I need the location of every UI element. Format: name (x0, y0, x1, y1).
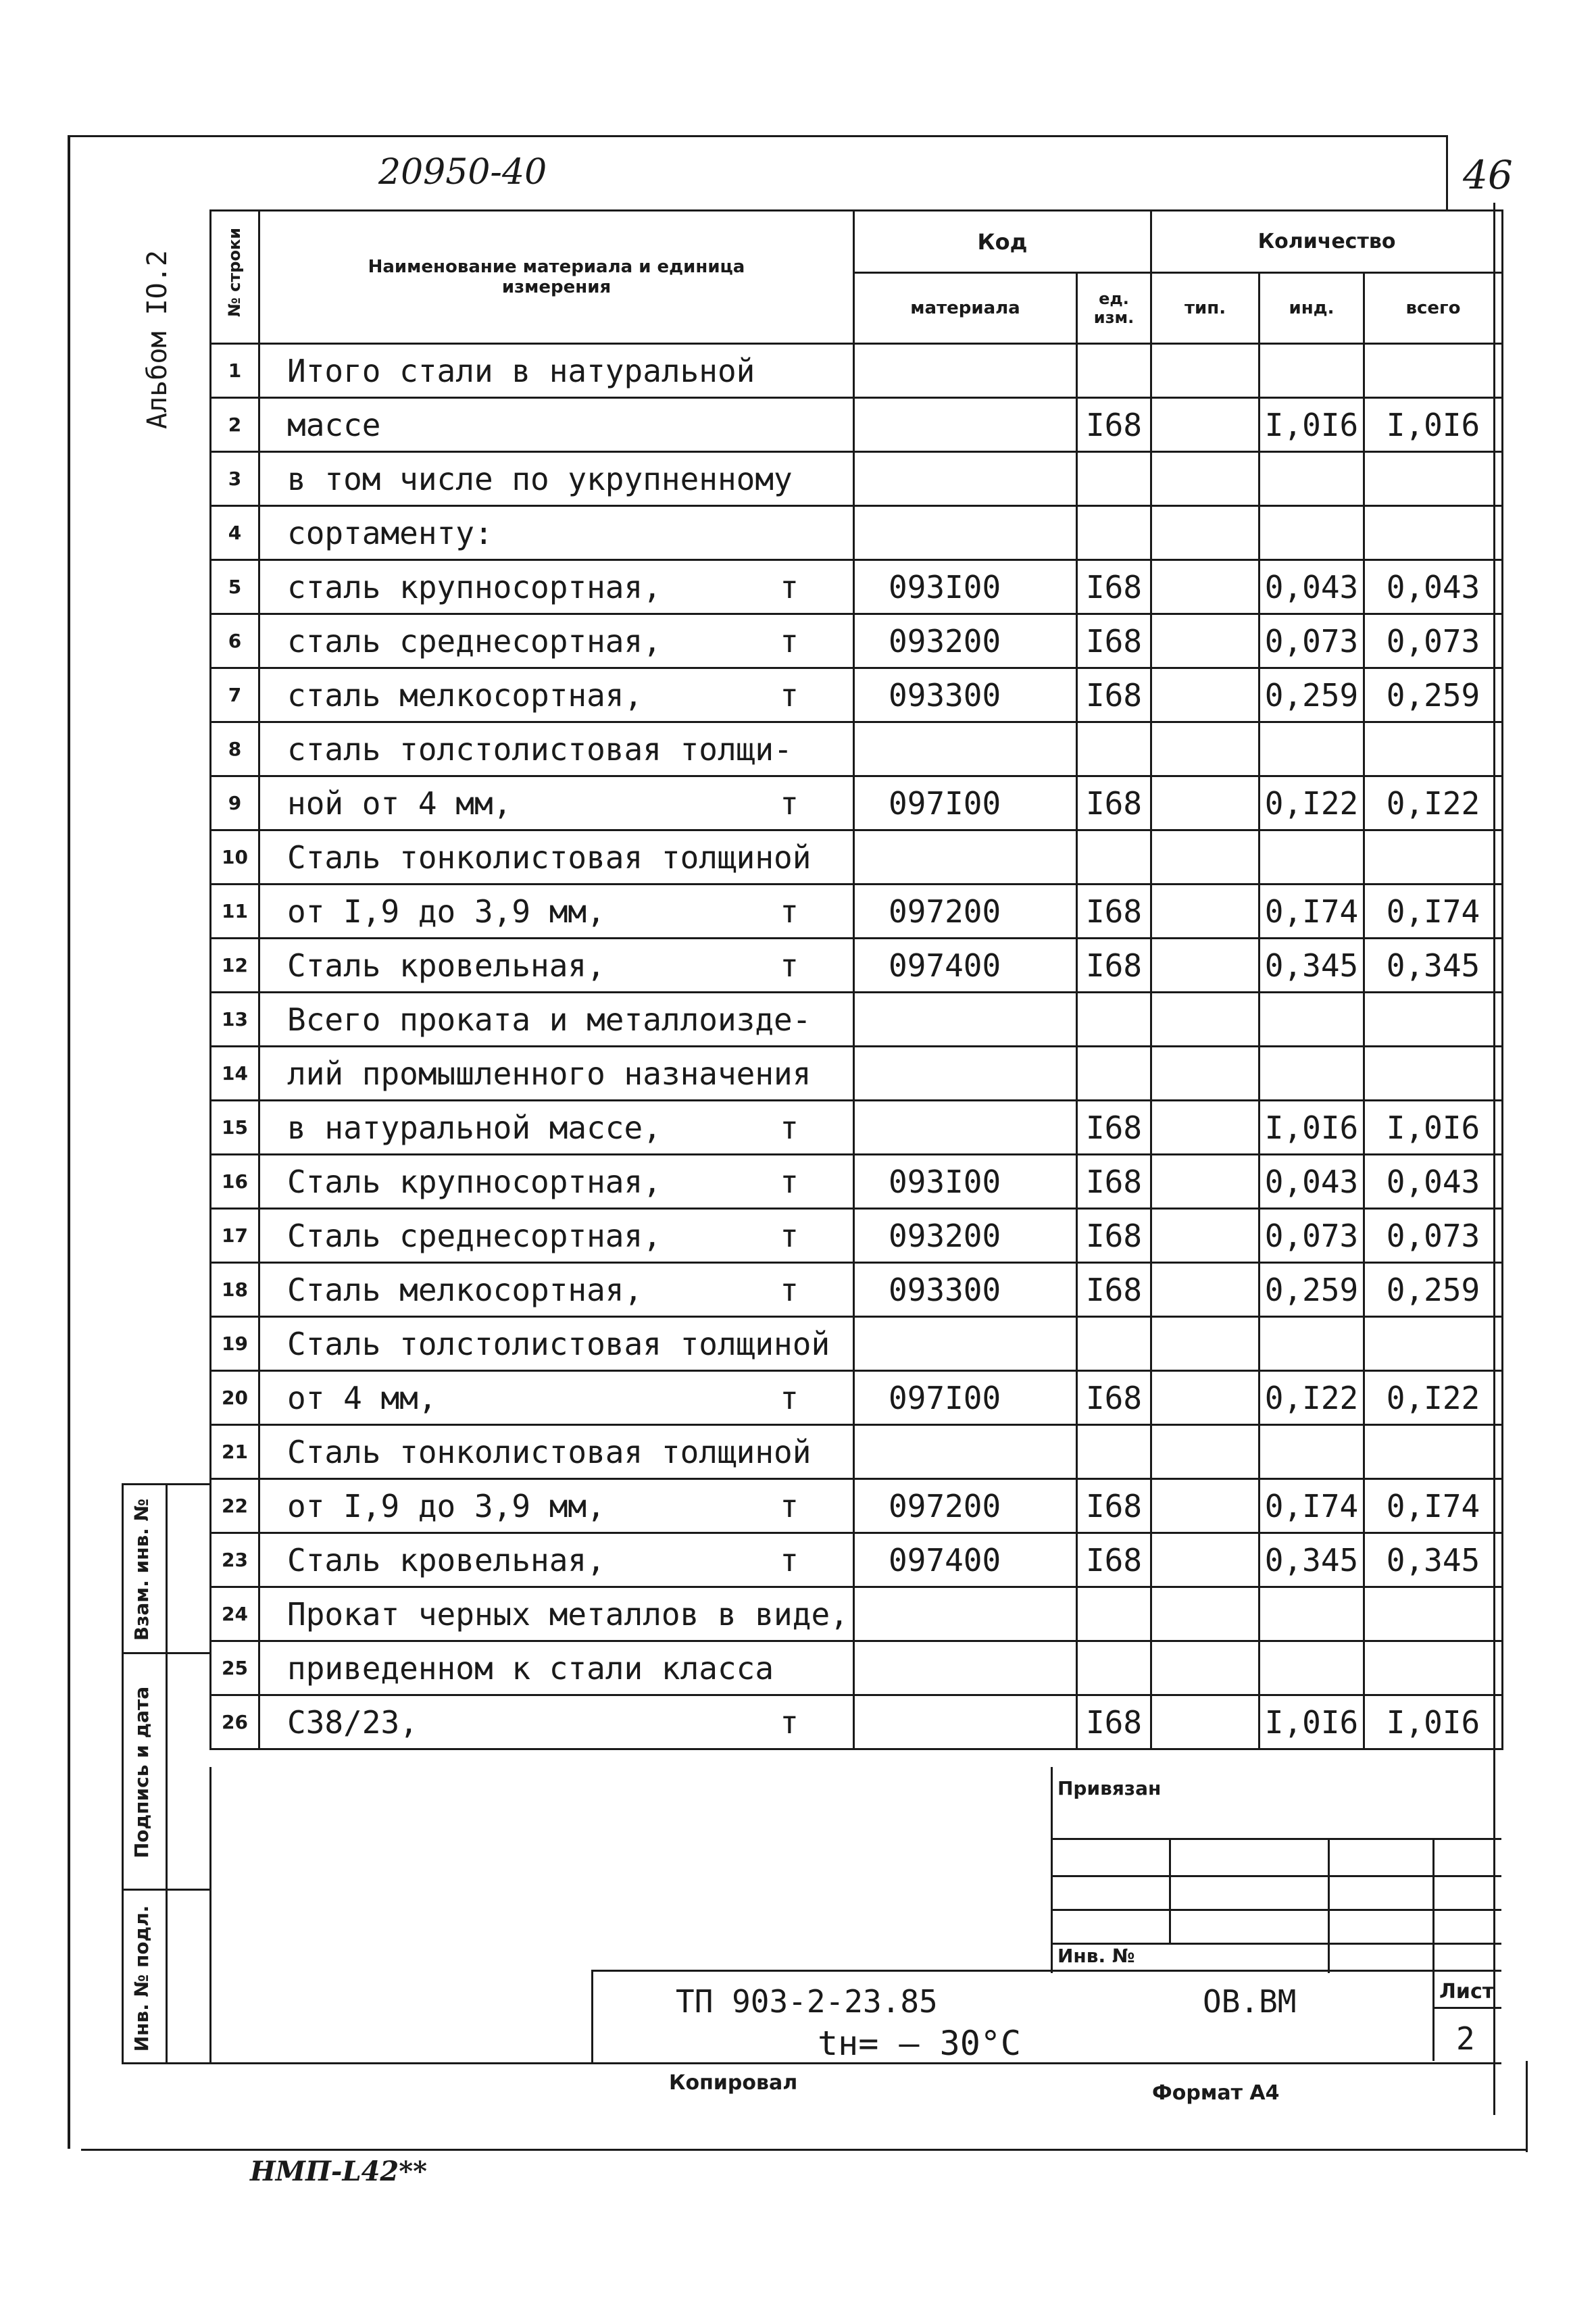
row-number: 17 (211, 1209, 259, 1263)
unit-text: т (780, 1487, 799, 1524)
qty-total (1364, 506, 1503, 560)
material-name-text: Сталь тонколистовая толщиной (287, 839, 812, 876)
stamp-bottom (122, 2062, 209, 2064)
material-code (854, 1425, 1077, 1479)
unit-text: т (780, 622, 799, 659)
qty-total (1364, 830, 1503, 885)
table-row (211, 1479, 1503, 1533)
table-row (211, 722, 1503, 776)
qty-total: 0,I22 (1364, 1371, 1503, 1425)
unit-code: I68 (1077, 614, 1151, 668)
material-name-text: Сталь толстолистовая толщиной (287, 1325, 830, 1362)
table-row (211, 1155, 1503, 1209)
material-name (259, 776, 854, 830)
privyazan-label: Привязан (1057, 1777, 1162, 1799)
frame-bottom-right-line (1526, 2061, 1528, 2152)
qty-ind (1260, 1587, 1364, 1641)
header-qty-type: тип. (1151, 273, 1260, 344)
unit-code: I68 (1077, 939, 1151, 993)
material-name (259, 1155, 854, 1209)
material-name-text: Сталь тонколистовая толщиной (287, 1433, 812, 1470)
material-code (854, 993, 1077, 1047)
material-code: 093300 (854, 668, 1077, 722)
table-row (211, 1695, 1503, 1749)
qty-ind: 0,043 (1260, 560, 1364, 614)
temperature: tн= – 30°С (818, 2024, 1022, 2063)
title-top (591, 1970, 1501, 1972)
doc-code: ТП 903-2-23.85 (676, 1983, 938, 2020)
material-name-text: сортаменту: (287, 514, 493, 551)
material-code: 093I00 (854, 1155, 1077, 1209)
qty-ind (1260, 993, 1364, 1047)
material-code: 093200 (854, 1209, 1077, 1263)
row-number: 7 (211, 668, 259, 722)
unit-text: т (780, 1703, 799, 1741)
material-name-text: Сталь кровельная, (287, 1541, 605, 1578)
frame-left-line (68, 135, 70, 2149)
table-row (211, 1263, 1503, 1317)
material-code (854, 1641, 1077, 1695)
row-number: 1 (211, 344, 259, 398)
qty-total (1364, 722, 1503, 776)
material-name-text: сталь среднесортная, (287, 622, 662, 659)
stamp-left-inner (166, 1483, 168, 2064)
unit-code: I68 (1077, 1101, 1151, 1155)
material-name (259, 560, 854, 614)
material-code: 093200 (854, 614, 1077, 668)
qty-ind: 0,I74 (1260, 885, 1364, 939)
unit-code (1077, 1425, 1151, 1479)
qty-ind: I,0I6 (1260, 398, 1364, 452)
table-row (211, 1317, 1503, 1371)
qty-total: 0,I74 (1364, 885, 1503, 939)
qty-ind: 0,I22 (1260, 776, 1364, 830)
row-number: 6 (211, 614, 259, 668)
qty-total: 0,I22 (1364, 776, 1503, 830)
unit-code (1077, 1047, 1151, 1101)
table-row (211, 993, 1503, 1047)
header-qty-total: всего (1364, 273, 1503, 344)
header-code: Код (854, 211, 1151, 273)
unit-code (1077, 722, 1151, 776)
stamp-inv-no-podl: Инв. № подл. (130, 1905, 153, 2052)
qty-type (1151, 452, 1260, 506)
frame-top-line (68, 135, 1446, 137)
sheet-label: Лист (1439, 1980, 1495, 2003)
qty-type (1151, 1371, 1260, 1425)
unit-text: т (780, 893, 799, 930)
row-number: 18 (211, 1263, 259, 1317)
unit-code: I68 (1077, 668, 1151, 722)
row-number: 24 (211, 1587, 259, 1641)
header-quantity: Количество (1151, 211, 1503, 273)
unit-text: т (780, 568, 799, 605)
header-code-material: материала (854, 273, 1077, 344)
material-code: 097400 (854, 939, 1077, 993)
material-name-text: сталь толстолистовая толщи- (287, 730, 793, 768)
material-code: 093300 (854, 1263, 1077, 1317)
row-number: 22 (211, 1479, 259, 1533)
material-name-text: лий промышленного назначения (287, 1055, 812, 1092)
qty-ind: 0,345 (1260, 939, 1364, 993)
qty-ind: I,0I6 (1260, 1695, 1364, 1749)
qty-type (1151, 939, 1260, 993)
unit-text: т (780, 785, 799, 822)
material-code (854, 1695, 1077, 1749)
material-name-text: Сталь кровельная, (287, 947, 605, 984)
stamp-signature-date: Подпись и дата (130, 1686, 153, 1859)
unit-code (1077, 1317, 1151, 1371)
header-qty-ind: инд. (1260, 273, 1364, 344)
unit-code: I68 (1077, 776, 1151, 830)
material-name-text: приведенном к стали класса (287, 1649, 774, 1687)
qty-type (1151, 993, 1260, 1047)
unit-code (1077, 993, 1151, 1047)
row-number: 9 (211, 776, 259, 830)
row-number: 21 (211, 1425, 259, 1479)
unit-code: I68 (1077, 398, 1151, 452)
material-code: 097400 (854, 1533, 1077, 1587)
qty-ind: 0,073 (1260, 614, 1364, 668)
sheet-value: 2 (1456, 2020, 1475, 2057)
row-number: 25 (211, 1641, 259, 1695)
unit-code: I68 (1077, 1479, 1151, 1533)
qty-ind (1260, 506, 1364, 560)
qty-total: I,0I6 (1364, 398, 1503, 452)
qty-total: I,0I6 (1364, 1695, 1503, 1749)
qty-total: 0,073 (1364, 614, 1503, 668)
qty-total: 0,259 (1364, 668, 1503, 722)
qty-type (1151, 1587, 1260, 1641)
qty-total: 0,345 (1364, 939, 1503, 993)
unit-code: I68 (1077, 560, 1151, 614)
qty-type (1151, 668, 1260, 722)
row-number: 15 (211, 1101, 259, 1155)
row-number: 13 (211, 993, 259, 1047)
priv-c2 (1328, 1838, 1330, 1973)
material-code: 097I00 (854, 1371, 1077, 1425)
qty-ind (1260, 1317, 1364, 1371)
material-code: 093I00 (854, 560, 1077, 614)
unit-code (1077, 452, 1151, 506)
unit-code: I68 (1077, 1263, 1151, 1317)
qty-total: 0,259 (1364, 1263, 1503, 1317)
qty-total (1364, 1641, 1503, 1695)
unit-text: т (780, 1379, 799, 1416)
material-name (259, 668, 854, 722)
qty-ind (1260, 1425, 1364, 1479)
qty-ind (1260, 452, 1364, 506)
unit-text: т (780, 947, 799, 984)
material-name (259, 993, 854, 1047)
material-name-text: Прокат черных металлов в виде, (287, 1595, 849, 1633)
header-row-no: № строки (211, 211, 259, 344)
material-code (854, 1317, 1077, 1371)
table-row (211, 614, 1503, 668)
qty-total (1364, 1425, 1503, 1479)
qty-type (1151, 1533, 1260, 1587)
qty-type (1151, 1641, 1260, 1695)
material-name (259, 344, 854, 398)
material-name-text: сталь крупносортная, (287, 568, 662, 605)
qty-ind (1260, 830, 1364, 885)
material-code (854, 344, 1077, 398)
table-row (211, 776, 1503, 830)
row-number: 16 (211, 1155, 259, 1209)
table-row (211, 1371, 1503, 1425)
qty-total (1364, 993, 1503, 1047)
qty-total (1364, 1047, 1503, 1101)
material-name (259, 1263, 854, 1317)
material-name (259, 1101, 854, 1155)
table-row (211, 830, 1503, 885)
header-name: Наименование материала и единица измерения (259, 211, 854, 344)
material-name (259, 1695, 854, 1749)
qty-ind (1260, 344, 1364, 398)
qty-type (1151, 506, 1260, 560)
priv-c1 (1169, 1838, 1171, 1943)
row-number: 23 (211, 1533, 259, 1587)
material-name (259, 1047, 854, 1101)
qty-type (1151, 1425, 1260, 1479)
qty-type (1151, 1317, 1260, 1371)
sheet-number-handwritten: 46 (1463, 152, 1513, 198)
material-name-text: Сталь крупносортная, (287, 1163, 662, 1200)
table-row (211, 560, 1503, 614)
copied-label: Копировал (669, 2071, 798, 2095)
qty-type (1151, 1479, 1260, 1533)
qty-type (1151, 398, 1260, 452)
material-name (259, 1641, 854, 1695)
qty-type (1151, 1695, 1260, 1749)
unit-code: I68 (1077, 1155, 1151, 1209)
inv-no-label: Инв. № (1057, 1945, 1135, 1967)
material-code (854, 1587, 1077, 1641)
unit-text: т (780, 1163, 799, 1200)
material-name (259, 614, 854, 668)
stamp-sep2 (122, 1889, 209, 1891)
table-row (211, 1209, 1503, 1263)
unit-code: I68 (1077, 1371, 1151, 1425)
album-label: Альбом IO.2 (142, 250, 173, 429)
qty-ind (1260, 1641, 1364, 1695)
qty-ind: 0,043 (1260, 1155, 1364, 1209)
table-row (211, 1047, 1503, 1101)
qty-ind (1260, 1047, 1364, 1101)
stamp-vzam-inv: Взам. инв. № (130, 1498, 153, 1641)
row-number: 4 (211, 506, 259, 560)
row-number: 19 (211, 1317, 259, 1371)
table-row (211, 1533, 1503, 1587)
material-name (259, 1533, 854, 1587)
stamp-top (122, 1483, 209, 1485)
qty-total (1364, 1587, 1503, 1641)
table-row (211, 1425, 1503, 1479)
material-name-text: Итого стали в натуральной (287, 352, 755, 389)
row-number: 12 (211, 939, 259, 993)
qty-ind: 0,073 (1260, 1209, 1364, 1263)
material-name (259, 722, 854, 776)
spec-table (209, 209, 1503, 1750)
material-name-text: от I,9 до 3,9 мм, (287, 1487, 605, 1524)
qty-total: I,0I6 (1364, 1101, 1503, 1155)
qty-type (1151, 722, 1260, 776)
material-name (259, 1587, 854, 1641)
unit-text: т (780, 676, 799, 714)
qty-ind: I,0I6 (1260, 1101, 1364, 1155)
material-name-text: в натуральной массе, (287, 1109, 662, 1146)
frame-right-top-line (1446, 135, 1448, 209)
qty-ind: 0,259 (1260, 1263, 1364, 1317)
row-number: 26 (211, 1695, 259, 1749)
frame-bottom-line (81, 2149, 1527, 2151)
qty-total (1364, 1317, 1503, 1371)
material-name (259, 506, 854, 560)
material-name-text: массе (287, 406, 381, 443)
qty-type (1151, 614, 1260, 668)
material-name (259, 398, 854, 452)
material-name (259, 1479, 854, 1533)
qty-total: 0,073 (1364, 1209, 1503, 1263)
material-code: 097200 (854, 1479, 1077, 1533)
material-name-text: Всего проката и металлоизде- (287, 1001, 812, 1038)
material-code: 097200 (854, 885, 1077, 939)
table-row (211, 885, 1503, 939)
table-row (211, 1587, 1503, 1641)
unit-code (1077, 506, 1151, 560)
qty-type (1151, 344, 1260, 398)
qty-type (1151, 1101, 1260, 1155)
unit-text: т (780, 1271, 799, 1308)
qty-total: 0,I74 (1364, 1479, 1503, 1533)
material-code (854, 722, 1077, 776)
qty-ind: 0,I22 (1260, 1371, 1364, 1425)
material-name (259, 939, 854, 993)
row-number: 3 (211, 452, 259, 506)
title-left (591, 1970, 593, 2064)
qty-ind: 0,I74 (1260, 1479, 1364, 1533)
table-row (211, 939, 1503, 993)
material-code (854, 452, 1077, 506)
header-code-unit: ед. изм. (1077, 273, 1151, 344)
material-name-text: С38/23, (287, 1703, 418, 1741)
format-label: Формат А4 (1152, 2081, 1280, 2105)
material-name-text: от I,9 до 3,9 мм, (287, 893, 605, 930)
unit-code (1077, 830, 1151, 885)
qty-type (1151, 830, 1260, 885)
material-name (259, 1425, 854, 1479)
row-number: 11 (211, 885, 259, 939)
material-name-text: Сталь среднесортная, (287, 1217, 662, 1254)
stamp-sep1 (122, 1652, 209, 1654)
table-row (211, 1101, 1503, 1155)
table-row (211, 1641, 1503, 1695)
unit-text: т (780, 1109, 799, 1146)
qty-type (1151, 560, 1260, 614)
material-code (854, 398, 1077, 452)
sheet-sep (1432, 2007, 1501, 2009)
row-number: 20 (211, 1371, 259, 1425)
material-name (259, 1371, 854, 1425)
qty-ind: 0,345 (1260, 1533, 1364, 1587)
qty-type (1151, 1047, 1260, 1101)
table-row (211, 398, 1503, 452)
material-name-text: от 4 мм, (287, 1379, 437, 1416)
qty-total (1364, 452, 1503, 506)
lower-left-line (209, 1767, 211, 2064)
unit-code: I68 (1077, 1695, 1151, 1749)
footer-handwritten: НМП-L42** (250, 2156, 428, 2187)
row-number: 14 (211, 1047, 259, 1101)
stamp-left-outer (122, 1483, 124, 2064)
table-row (211, 452, 1503, 506)
material-name (259, 885, 854, 939)
unit-text: т (780, 1541, 799, 1578)
material-name (259, 1317, 854, 1371)
qty-type (1151, 885, 1260, 939)
material-name-text: в том числе по укрупненному (287, 460, 793, 497)
material-name (259, 452, 854, 506)
priv-c3 (1432, 1838, 1435, 2061)
material-code: 097I00 (854, 776, 1077, 830)
unit-code (1077, 1587, 1151, 1641)
unit-code: I68 (1077, 1209, 1151, 1263)
material-name-text: Сталь мелкосортная, (287, 1271, 643, 1308)
qty-type (1151, 1155, 1260, 1209)
row-number: 8 (211, 722, 259, 776)
unit-text: т (780, 1217, 799, 1254)
qty-ind (1260, 722, 1364, 776)
qty-type (1151, 1263, 1260, 1317)
material-code (854, 1047, 1077, 1101)
qty-ind: 0,259 (1260, 668, 1364, 722)
table-row (211, 506, 1503, 560)
doc-number-handwritten: 20950-40 (378, 152, 547, 193)
qty-total: 0,043 (1364, 560, 1503, 614)
qty-total: 0,043 (1364, 1155, 1503, 1209)
material-name-text: ной от 4 мм, (287, 785, 512, 822)
material-name (259, 1209, 854, 1263)
material-code (854, 506, 1077, 560)
material-code (854, 830, 1077, 885)
qty-total: 0,345 (1364, 1533, 1503, 1587)
table-row (211, 344, 1503, 398)
material-name (259, 830, 854, 885)
row-number: 5 (211, 560, 259, 614)
doc-suffix: ОВ.ВМ (1203, 1983, 1297, 2020)
qty-type (1151, 1209, 1260, 1263)
material-name-text: сталь мелкосортная, (287, 676, 643, 714)
table-row (211, 668, 1503, 722)
unit-code: I68 (1077, 885, 1151, 939)
unit-code (1077, 344, 1151, 398)
unit-code: I68 (1077, 1533, 1151, 1587)
qty-type (1151, 776, 1260, 830)
material-code (854, 1101, 1077, 1155)
qty-total (1364, 344, 1503, 398)
row-number: 10 (211, 830, 259, 885)
row-number: 2 (211, 398, 259, 452)
unit-code (1077, 1641, 1151, 1695)
